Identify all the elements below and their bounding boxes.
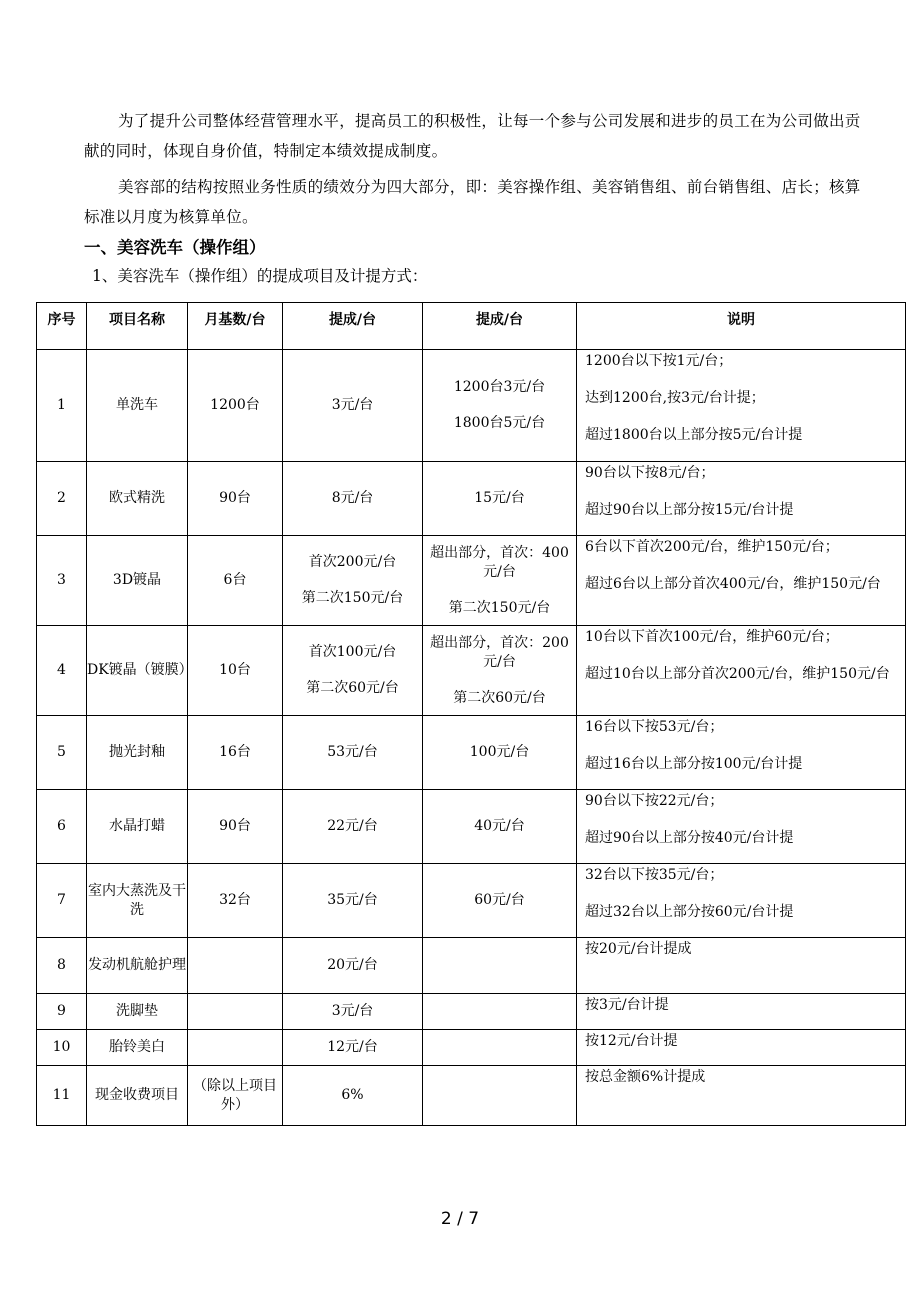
header-no: 序号	[37, 303, 87, 350]
row-commission-2	[423, 536, 577, 626]
row-description	[577, 938, 906, 994]
row-no	[37, 790, 87, 864]
row-commission-1-line: 第二次60元/台	[306, 680, 399, 696]
row-name	[87, 350, 188, 462]
row-commission-2-line: 第二次150元/台	[448, 599, 551, 616]
description-line: 超过6台以上部分首次400元/台，维护150元/台	[585, 576, 881, 592]
row-commission-2	[423, 350, 577, 462]
row-name	[87, 626, 193, 716]
row-no	[37, 716, 87, 790]
row-name	[87, 462, 188, 536]
table-row	[37, 1030, 906, 1066]
row-base	[188, 994, 283, 1030]
row-no	[37, 1066, 87, 1126]
row-commission-1-line: 首次200元/台	[308, 554, 397, 570]
row-commission-1-line: 3元/台	[331, 397, 374, 413]
row-name-text: 3D镀晶	[112, 572, 162, 588]
table-row	[37, 462, 906, 536]
row-no	[37, 350, 87, 462]
row-base	[188, 716, 283, 790]
description-line: 超过1800台以上部分按5元/台计提	[585, 427, 803, 443]
description-line: 超过10台以上部分首次200元/台，维护150元/台	[585, 666, 890, 682]
row-commission-1-line: 8元/台	[331, 490, 374, 506]
row-commission-2	[423, 462, 577, 536]
row-description	[577, 790, 906, 864]
row-commission-2	[423, 1030, 577, 1066]
row-commission-1	[283, 1066, 423, 1126]
row-commission-2-line: 超出部分，首次：400元/台	[430, 544, 569, 580]
row-commission-1	[283, 716, 423, 790]
row-no	[37, 864, 87, 938]
row-base-text: 90台	[219, 490, 251, 506]
row-commission-2-line: 超出部分，首次：200元/台	[430, 634, 569, 670]
row-description	[577, 1030, 906, 1066]
description-line: 6台以下首次200元/台，维护150元/台；	[585, 539, 839, 555]
description-line: 1200台以下按1元/台；	[585, 353, 733, 369]
description-line: 超过32台以上部分按60元/台计提	[585, 904, 794, 920]
row-name	[87, 716, 188, 790]
row-commission-2	[423, 790, 577, 864]
row-name-text: 单洗车	[116, 397, 158, 413]
row-no-text: 6	[57, 818, 66, 834]
row-no-text: 3	[57, 572, 66, 588]
description-line: 达到1200台,按3元/台计提；	[585, 390, 765, 406]
row-name	[87, 1030, 188, 1066]
table-row	[37, 626, 906, 716]
row-no-text: 8	[57, 957, 66, 973]
row-name-text: 室内大蒸洗及干洗	[88, 882, 186, 918]
row-commission-1	[283, 462, 423, 536]
row-description	[577, 462, 906, 536]
row-commission-2	[423, 626, 577, 716]
section-heading: 一、美容洗车（操作组）	[84, 238, 266, 257]
description-line: 32台以下按35元/台；	[585, 867, 724, 883]
row-name-text: 水晶打蜡	[109, 818, 165, 834]
row-commission-1	[283, 790, 423, 864]
description-line: 16台以下按53元/台；	[585, 719, 724, 735]
row-base	[188, 1066, 283, 1126]
row-name-text: 现金收费项目	[95, 1087, 179, 1103]
intro-paragraph-1: 为了提升公司整体经营管理水平，提高员工的积极性，让每一个参与公司发展和进步的员工在为公司做出贡献的同时，体现自身价值，特制定本绩效提成制度。	[84, 112, 861, 160]
row-name	[87, 790, 188, 864]
row-base	[188, 790, 283, 864]
row-base	[188, 938, 283, 994]
row-commission-2-line: 60元/台	[474, 892, 525, 908]
row-name	[87, 864, 188, 938]
row-base-text: 32台	[219, 892, 251, 908]
row-commission-1-line: 35元/台	[327, 892, 378, 908]
row-commission-2	[423, 994, 577, 1030]
header-description: 说明	[577, 303, 906, 350]
row-no-text: 1	[57, 397, 66, 413]
table-row	[37, 716, 906, 790]
description-line: 超过16台以上部分按100元/台计提	[585, 756, 803, 772]
row-name-text: 欧式精洗	[109, 490, 165, 506]
description-line: 超过90台以上部分按40元/台计提	[585, 830, 794, 846]
row-commission-2	[423, 716, 577, 790]
row-name-text: 抛光封釉	[109, 744, 165, 760]
row-base-text: 16台	[219, 744, 251, 760]
table-row	[37, 864, 906, 938]
description-line: 按12元/台计提	[585, 1033, 678, 1049]
row-commission-2-line: 40元/台	[474, 818, 525, 834]
row-no-text: 11	[52, 1087, 71, 1103]
row-no	[37, 1030, 87, 1066]
row-base-text: 10台	[219, 662, 251, 678]
row-no-text: 2	[57, 490, 66, 506]
row-no	[37, 462, 87, 536]
row-no-text: 7	[57, 892, 66, 908]
row-commission-1-line: 第二次150元/台	[301, 590, 404, 606]
row-commission-1	[283, 864, 423, 938]
row-no	[37, 626, 87, 716]
description-line: 10台以下首次100元/台，维护60元/台；	[585, 629, 839, 645]
row-commission-1-line: 12元/台	[327, 1039, 378, 1055]
table-header-row	[37, 303, 906, 350]
header-commission-1: 提成/台	[283, 303, 423, 350]
row-commission-1	[283, 938, 423, 994]
description-line: 按20元/台计提成	[585, 941, 692, 957]
row-commission-2	[423, 1066, 577, 1126]
row-base	[188, 350, 283, 462]
row-description	[577, 350, 906, 462]
row-commission-2-line: 15元/台	[474, 490, 525, 506]
description-line: 按总金额6%计提成	[585, 1069, 706, 1085]
page-number: 2 / 7	[440, 1209, 480, 1229]
row-base	[188, 462, 283, 536]
row-name-text: 胎铃美白	[109, 1039, 165, 1055]
row-base-text: （除以上项目外）	[193, 1077, 277, 1113]
header-commission-2: 提成/台	[423, 303, 577, 350]
row-commission-1	[283, 626, 423, 716]
table-row	[37, 536, 906, 626]
row-no-text: 4	[57, 662, 66, 678]
table-row	[37, 350, 906, 462]
row-description	[577, 1066, 906, 1126]
row-commission-2-line: 100元/台	[469, 744, 530, 760]
header-base: 月基数/台	[188, 303, 283, 350]
row-base	[188, 1030, 283, 1066]
row-no	[37, 994, 87, 1030]
row-name	[87, 1066, 188, 1126]
row-commission-1-line: 53元/台	[327, 744, 378, 760]
row-name-text: DK镀晶（镀膜）	[87, 662, 193, 678]
row-base-text: 1200台	[210, 397, 260, 413]
row-no	[37, 938, 87, 994]
row-base	[188, 536, 283, 626]
row-name-text: 发动机航舱护理	[88, 957, 186, 973]
table-body	[37, 350, 906, 1126]
row-commission-2	[423, 864, 577, 938]
row-no-text: 9	[57, 1003, 66, 1019]
row-commission-1-line: 3元/台	[331, 1003, 374, 1019]
row-name	[87, 938, 188, 994]
row-commission-2-line: 1800台5元/台	[453, 415, 546, 431]
row-commission-1-line: 20元/台	[327, 957, 378, 973]
table-row	[37, 938, 906, 994]
row-name	[87, 536, 188, 626]
row-description	[577, 536, 906, 626]
row-commission-1	[283, 1030, 423, 1066]
row-name-text: 洗脚垫	[116, 1003, 158, 1019]
row-base	[188, 626, 283, 716]
row-commission-2	[423, 938, 577, 994]
row-base-text: 6台	[223, 572, 247, 588]
row-commission-1	[283, 994, 423, 1030]
row-commission-2-line: 第二次60元/台	[453, 689, 546, 706]
row-commission-1	[283, 536, 423, 626]
row-description	[577, 716, 906, 790]
row-commission-1-line: 首次100元/台	[308, 644, 397, 660]
row-name	[87, 994, 188, 1030]
row-description	[577, 994, 906, 1030]
row-no	[37, 536, 87, 626]
table-row	[37, 1066, 906, 1126]
row-no-text: 5	[57, 744, 66, 760]
row-description	[577, 864, 906, 938]
description-line: 90台以下按8元/台；	[585, 465, 715, 481]
row-base	[188, 864, 283, 938]
row-commission-1-line: 22元/台	[327, 818, 378, 834]
row-no-text: 10	[52, 1039, 71, 1055]
row-commission-1-line: 6%	[341, 1087, 364, 1103]
commission-table	[36, 302, 906, 1126]
description-line: 按3元/台计提	[585, 997, 669, 1013]
header-name: 项目名称	[87, 303, 188, 350]
row-commission-2-line: 1200台3元/台	[453, 379, 546, 395]
table-row	[37, 994, 906, 1030]
table-row	[37, 790, 906, 864]
row-description	[577, 626, 906, 716]
section-subheading: 1、美容洗车（操作组）的提成项目及计提方式：	[92, 267, 428, 285]
row-commission-1	[283, 350, 423, 462]
row-base-text: 90台	[219, 818, 251, 834]
intro-paragraph-2: 美容部的结构按照业务性质的绩效分为四大部分，即：美容操作组、美容销售组、前台销售组、店长；核算标准以月度为核算单位。	[84, 178, 861, 226]
description-line: 90台以下按22元/台；	[585, 793, 724, 809]
description-line: 超过90台以上部分按15元/台计提	[585, 502, 794, 518]
